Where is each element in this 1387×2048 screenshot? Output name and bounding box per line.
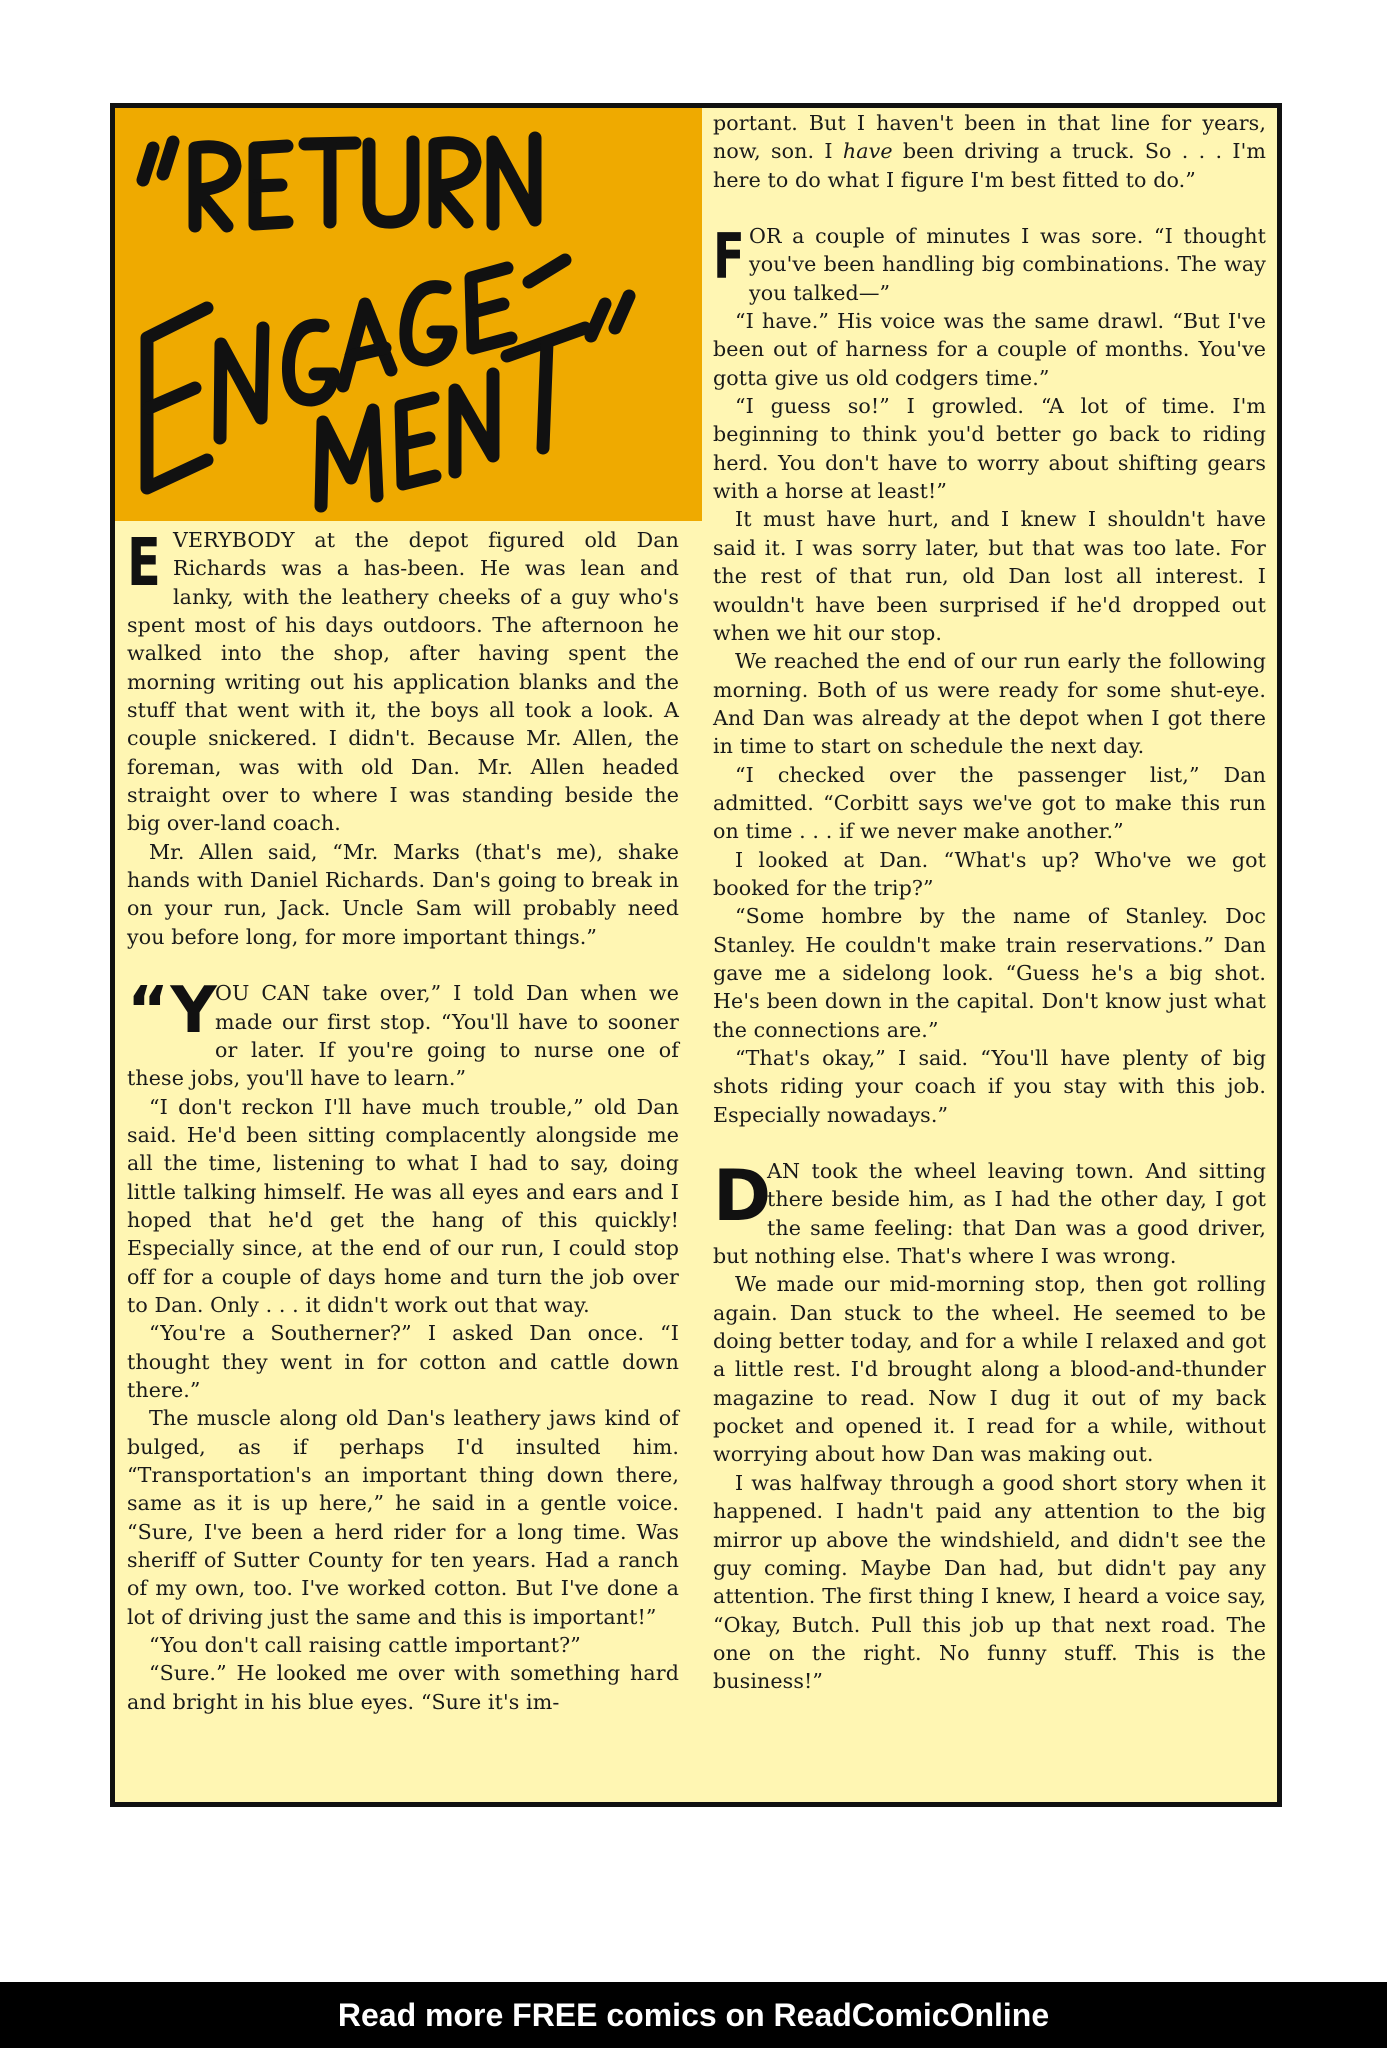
paragraph: “I don't reckon I'll have much trouble,” old Dan said. He'd been sitting complacently alongside me all the time, listening to what I had to say, doing little talking himself. He was all eyes and ears and I hoped that he'd get the hang of this quickly! Especially since, at the end of our run, I could stop off for a couple of days home and turn the job over to Dan. Only . . . it didn't work out that way. [127,1094,679,1317]
promo-banner[interactable] [0,1982,1387,2048]
paragraph: “Some hombre by the name of Stanley. Doc Stanley. He couldn't make train reservations.” Dan gave me a sidelong look. “Guess he's a big shot. He's been down in the capital. Don't know just what the connections are.” [713,904,1266,1042]
story-page-frame [110,103,1282,1807]
paragraph: I was halfway through a good short story when it happened. I hadn't paid any attention to the big mirror up above the windshield, and didn't see the guy coming. Maybe Dan had, but didn't pay any attention. The first thing I knew, I heard a voice say, “Okay, Butch. Pull this job up that next road. The one on the right. No funny stuff. This is the business!” [713,1470,1266,1694]
drop-cap-e: E [127,524,161,601]
section-opening-everybody [127,526,679,838]
paragraph: “Sure.” He looked me over with something hard and bright in his blue eyes. “Sure it's im- [127,1661,679,1714]
paragraph: It must have hurt, and I knew I shouldn't have said it. I was sorry later, but that was too late. For the rest of that run, old Dan lost all interest. I wouldn't have been surprised if he'd dropped out when we hit our stop. [713,507,1266,645]
section-opening-you-can [127,974,679,1092]
paragraph: AN took the wheel leaving town. And sitting there beside him, as I had the other day, I got the same feeling: that Dan was a good driver, but nothing else. That's where I was wrong. [713,1159,1266,1269]
text-run: been driving a truck. So . . . I'm here to do what I figure I'm best fitted to do.” [713,139,1266,192]
paragraph: VERYBODY at the depot figured old Dan Richards was a has-been. He was lean and lanky, with the leathery cheeks of a guy who's spent most of his days outdoors. The afternoon he walked into the shop, after having spent the morning writing out his application blanks and the stuff that went with it, the boys all took a look. A couple snickered. I didn't. Because Mr. Allen, the foreman, was with old Dan. Mr. Allen headed straight over to where I was standing beside the big over-land coach. [127,528,679,836]
paragraph: We reached the end of our run early the following morning. Both of us were ready for some shut-eye. And Dan was already at the depot when I got there in time to start on schedule the next day. [713,649,1266,759]
text-run: portant. But I haven't been in that line for years, now, son. I [713,111,1266,164]
section-opening-for-a-couple [713,222,1266,307]
paragraph-continuation [713,109,1266,194]
paragraph: “You're a Southerner?” I asked Dan once. “I thought they went in for cotton and cattle down there.” [127,1321,679,1402]
paragraph: OR a couple of minutes I was sore. “I thought you've been handling big combinations. The way you talked—” [749,224,1266,305]
drop-cap-y: “Y [127,974,217,1049]
section-opening-dan-took [713,1157,1266,1270]
paragraph: The muscle along old Dan's leathery jaws kind of bulged, as if perhaps I'd insulted him. “Transportation's an important thing down there, same as it is up here,” he said in a gentle voice. “Sure, I've been a herd rider for a long time. Was sheriff of Sutter County for ten years. Had a ranch of my own, too. I've worked cotton. But I've done a lot of driving just the same and this is important!” [127,1406,679,1629]
drop-cap-f: F [713,220,745,294]
paragraph: Mr. Allen said, “Mr. Marks (that's me), shake hands with Daniel Richards. Dan's going to break in on your run, Jack. Uncle Sam will probably need you before long, for more important things.” [127,839,679,949]
paragraph: OU CAN take over,” I told Dan when we made our first stop. “You'll have to sooner or later. If you're going to nurse one of these jobs, you'll have to learn.” [127,981,679,1091]
paragraph: “I have.” His voice was the same drawl. “But I've been out of harness for a couple of months. You've gotta give us old codgers time.” [713,309,1266,390]
paragraph: I looked at Dan. “What's up? Who've we got booked for the trip?” [713,847,1266,900]
drop-cap-d: D [713,1155,772,1238]
paragraph: We made our mid-morning stop, then got rolling again. Dan stuck to the wheel. He seemed to be doing better today, and for a while I relaxed and got a little rest. I'd brought along a blood-and-thunder magazine to read. Now I dug it out of my back pocket and opened it. I read for a while, without worrying about how Dan was making out. [713,1272,1266,1467]
paragraph: “I guess so!” I growled. “A lot of time. I'm beginning to think you'd better go back to riding herd. You don't have to worry about shifting gears with a horse at least!” [713,394,1266,504]
left-text-column [127,526,679,1716]
paragraph: “I checked over the passenger list,” Dan admitted. “Corbitt says we've got to make this run on time . . . if we never make another.” [713,762,1266,844]
paragraph: “You don't call raising cattle important?” [149,1633,581,1658]
emphasis-text: have [842,139,893,164]
promo-banner-text[interactable]: Read more FREE comics on ReadComicOnline [337,1996,1050,2033]
paragraph: “That's okay,” I said. “You'll have plenty of big shots riding your coach if you stay with this job. Especially nowadays.” [713,1046,1266,1127]
right-text-column [713,109,1266,1696]
story-title-lettering [115,108,702,521]
title-block [115,108,702,521]
